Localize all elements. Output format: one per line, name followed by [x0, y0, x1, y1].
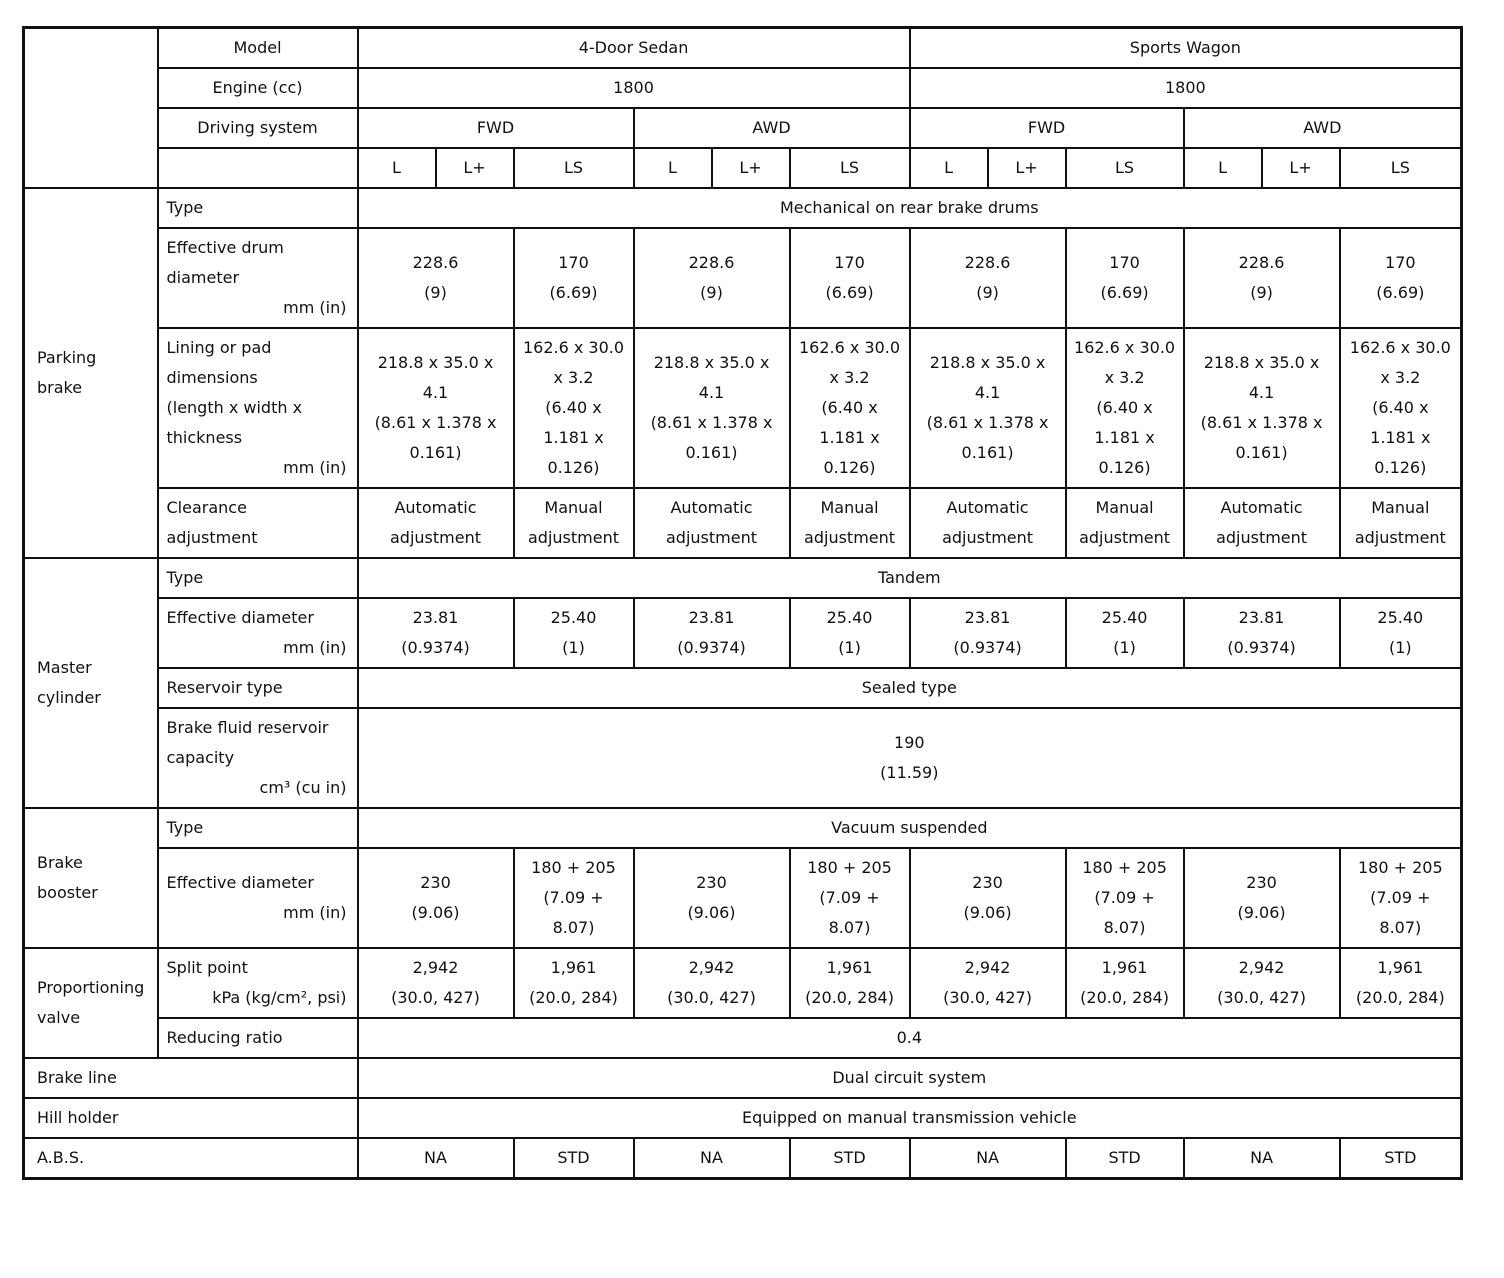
reservoir-type-label: Reservoir type	[158, 668, 358, 708]
value-line: (8.61 x 1.378 x	[1200, 413, 1323, 432]
value-line: 0.161)	[1235, 443, 1288, 462]
value-line: 162.6 x 30.0	[522, 338, 625, 357]
trim-label-blank	[158, 148, 358, 188]
value-line: (9.06)	[411, 903, 460, 922]
lining-dimensions-row	[24, 328, 1462, 488]
split-point-value	[1066, 948, 1184, 1018]
value-line: Automatic	[946, 498, 1029, 517]
value-line: (6.40 x	[1372, 398, 1429, 417]
lining-dimensions-value	[1340, 328, 1462, 488]
clearance-adjustment-value	[1184, 488, 1340, 558]
value-line: 23.81	[1238, 608, 1285, 627]
value-line: 228.6	[412, 253, 459, 272]
reservoir-type-value: Sealed type	[358, 668, 1462, 708]
sedan-fwd: FWD	[358, 108, 634, 148]
sedan-awd: AWD	[634, 108, 910, 148]
split-point-value	[910, 948, 1066, 1018]
value-line: Manual	[544, 498, 603, 517]
value-line: 4.1	[422, 383, 449, 402]
abs-value: STD	[1066, 1138, 1184, 1179]
booster-type-value: Vacuum suspended	[358, 808, 1462, 848]
master-cylinder-group: Master cylinder	[24, 558, 158, 808]
lining-dimensions-value	[1184, 328, 1340, 488]
model-label: Model	[158, 28, 358, 69]
header-trim-row	[24, 148, 1462, 188]
value-line: 170	[1385, 253, 1416, 272]
abs-value: NA	[1184, 1138, 1340, 1179]
value-line: (6.40 x	[821, 398, 878, 417]
booster-diameter-label: Effective diameter mm (in)	[158, 848, 358, 948]
value-line: (6.40 x	[1096, 398, 1153, 417]
value-line: Automatic	[1220, 498, 1303, 517]
master-diameter-row	[24, 598, 1462, 668]
parking-type-label: Type	[158, 188, 358, 228]
clearance-adjustment-value	[1340, 488, 1462, 558]
value-line: (9)	[1250, 283, 1273, 302]
value-line: 170	[1109, 253, 1140, 272]
drum-diameter-value	[1340, 228, 1462, 328]
drum-diameter-value	[514, 228, 634, 328]
master-diameter-value	[634, 598, 790, 668]
clearance-adjustment-value	[514, 488, 634, 558]
clearance-adjustment-row	[24, 488, 1462, 558]
value-line: (1)	[562, 638, 585, 657]
value-line: 8.07)	[828, 918, 871, 937]
value-line: 0.126)	[1098, 458, 1151, 477]
sedan-header: 4-Door Sedan	[358, 28, 910, 69]
header-model-row	[24, 28, 1462, 69]
value-line: 0.126)	[1374, 458, 1427, 477]
value-line: 230	[696, 873, 727, 892]
value-line: 2,942	[412, 958, 459, 977]
clearance-adjustment-value	[790, 488, 910, 558]
value-line: (7.09 +	[1370, 888, 1431, 907]
value-line: 1,961	[826, 958, 873, 977]
engine-label: Engine (cc)	[158, 68, 358, 108]
value-line: (7.09 +	[543, 888, 604, 907]
abs-value: NA	[910, 1138, 1066, 1179]
value-line: (6.40 x	[545, 398, 602, 417]
value-line: 25.40	[550, 608, 597, 627]
value-line: 162.6 x 30.0	[1074, 338, 1176, 357]
lining-dimensions-value	[790, 328, 910, 488]
value-line: Automatic	[670, 498, 753, 517]
clearance-adjustment-value	[910, 488, 1066, 558]
value-line: 25.40	[1377, 608, 1424, 627]
reservoir-type-row	[24, 668, 1462, 708]
value-line: 230	[1246, 873, 1277, 892]
trim-l: L	[1184, 148, 1262, 188]
booster-diameter-value	[1184, 848, 1340, 948]
wagon-header: Sports Wagon	[910, 28, 1462, 69]
value-line: 1.181 x	[1370, 428, 1431, 447]
sedan-engine: 1800	[358, 68, 910, 108]
value-line: 23.81	[688, 608, 735, 627]
value-line: 1.181 x	[1094, 428, 1155, 447]
trim-ls: LS	[514, 148, 634, 188]
booster-diameter-value	[514, 848, 634, 948]
trim-lplus: L+	[712, 148, 790, 188]
value-line: adjustment	[1354, 528, 1446, 547]
split-point-value	[634, 948, 790, 1018]
value-line: 8.07)	[1103, 918, 1146, 937]
lining-dimensions-label: Lining or pad dimensions (length x width x thickness mm (in)	[158, 328, 358, 488]
value-line: (30.0, 427)	[1217, 988, 1306, 1007]
value-line: 170	[558, 253, 589, 272]
wagon-engine: 1800	[910, 68, 1462, 108]
trim-lplus: L+	[1262, 148, 1340, 188]
brake-line-value: Dual circuit system	[358, 1058, 1462, 1098]
abs-value: NA	[358, 1138, 514, 1179]
brake-line-label: Brake line	[24, 1058, 358, 1098]
brake-line-row	[24, 1058, 1462, 1098]
value-line: (1)	[838, 638, 861, 657]
booster-diameter-value	[910, 848, 1066, 948]
split-point-row	[24, 948, 1462, 1018]
abs-value: STD	[1340, 1138, 1462, 1179]
master-diameter-value	[1184, 598, 1340, 668]
master-diameter-value	[358, 598, 514, 668]
drum-diameter-value	[634, 228, 790, 328]
value-line: 190	[894, 733, 925, 752]
master-diameter-value	[514, 598, 634, 668]
split-point-value	[1340, 948, 1462, 1018]
lining-dimensions-value	[1066, 328, 1184, 488]
lining-dimensions-value	[634, 328, 790, 488]
booster-diameter-value	[634, 848, 790, 948]
value-line: (9.06)	[1237, 903, 1286, 922]
drum-diameter-value	[790, 228, 910, 328]
value-line: (9)	[424, 283, 447, 302]
value-line: (6.69)	[549, 283, 598, 302]
value-line: 230	[420, 873, 451, 892]
hill-holder-row	[24, 1098, 1462, 1138]
split-point-value	[358, 948, 514, 1018]
master-diameter-value	[790, 598, 910, 668]
value-line: 0.126)	[547, 458, 600, 477]
master-type-label: Type	[158, 558, 358, 598]
reservoir-capacity-value	[358, 708, 1462, 808]
brake-spec-table	[22, 26, 1463, 1180]
value-line: (7.09 +	[819, 888, 880, 907]
value-line: 1,961	[1101, 958, 1148, 977]
value-line: 218.8 x 35.0 x	[377, 353, 494, 372]
value-line: 162.6 x 30.0	[798, 338, 901, 357]
trim-ls: LS	[790, 148, 910, 188]
parking-brake-group: Parking brake	[24, 188, 158, 558]
value-line: x 3.2	[553, 368, 594, 387]
header-corner	[24, 28, 158, 189]
value-line: 0.126)	[823, 458, 876, 477]
value-line: adjustment	[942, 528, 1034, 547]
value-line: adjustment	[666, 528, 757, 547]
booster-diameter-value	[1066, 848, 1184, 948]
value-line: 1,961	[550, 958, 597, 977]
value-line: Manual	[820, 498, 879, 517]
value-line: 170	[834, 253, 865, 272]
abs-value: NA	[634, 1138, 790, 1179]
reducing-ratio-label: Reducing ratio	[158, 1018, 358, 1058]
trim-lplus: L+	[988, 148, 1066, 188]
value-line: (9)	[976, 283, 999, 302]
value-line: adjustment	[528, 528, 619, 547]
value-line: 218.8 x 35.0 x	[1203, 353, 1320, 372]
value-line: 228.6	[1238, 253, 1285, 272]
value-line: (11.59)	[880, 763, 939, 782]
value-line: 0.161)	[685, 443, 738, 462]
value-line: (0.9374)	[677, 638, 746, 657]
booster-diameter-row	[24, 848, 1462, 948]
value-line: 218.8 x 35.0 x	[929, 353, 1046, 372]
header-engine-row	[24, 68, 1462, 108]
reservoir-capacity-label: Brake fluid reservoir capacity cm³ (cu in)	[158, 708, 358, 808]
value-line: 180 + 205	[807, 858, 892, 877]
value-line: (9.06)	[963, 903, 1012, 922]
value-line: 25.40	[826, 608, 873, 627]
drum-diameter-label: Effective drum diameter mm (in)	[158, 228, 358, 328]
value-line: 0.161)	[409, 443, 462, 462]
driving-label: Driving system	[158, 108, 358, 148]
value-line: 180 + 205	[1358, 858, 1443, 877]
trim-lplus: L+	[436, 148, 514, 188]
abs-value: STD	[790, 1138, 910, 1179]
split-point-value	[790, 948, 910, 1018]
value-line: 25.40	[1101, 608, 1148, 627]
value-line: 23.81	[412, 608, 459, 627]
value-line: (6.69)	[825, 283, 874, 302]
value-line: x 3.2	[1380, 368, 1421, 387]
value-line: 180 + 205	[1082, 858, 1167, 877]
booster-type-label: Type	[158, 808, 358, 848]
value-line: (0.9374)	[401, 638, 470, 657]
value-line: x 3.2	[829, 368, 870, 387]
proportioning-valve-group: Proportioning valve	[24, 948, 158, 1058]
value-line: (1)	[1388, 638, 1412, 657]
booster-type-row	[24, 808, 1462, 848]
clearance-adjustment-value	[634, 488, 790, 558]
value-line: (8.61 x 1.378 x	[374, 413, 497, 432]
value-line: (0.9374)	[1227, 638, 1296, 657]
value-line: (9.06)	[687, 903, 736, 922]
value-line: 1,961	[1377, 958, 1424, 977]
value-line: (1)	[1113, 638, 1136, 657]
value-line: (6.69)	[1376, 283, 1425, 302]
clearance-adjustment-value	[1066, 488, 1184, 558]
clearance-adjustment-label: Clearance adjustment	[158, 488, 358, 558]
lining-dimensions-value	[358, 328, 514, 488]
value-line: 1.181 x	[819, 428, 880, 447]
master-type-value: Tandem	[358, 558, 1462, 598]
hill-holder-label: Hill holder	[24, 1098, 358, 1138]
header-driving-row	[24, 108, 1462, 148]
value-line: (9)	[700, 283, 723, 302]
value-line: 162.6 x 30.0	[1349, 338, 1451, 357]
value-line: 8.07)	[1379, 918, 1422, 937]
booster-diameter-value	[358, 848, 514, 948]
value-line: (8.61 x 1.378 x	[926, 413, 1049, 432]
value-line: (8.61 x 1.378 x	[650, 413, 773, 432]
value-line: 8.07)	[552, 918, 595, 937]
clearance-adjustment-value	[358, 488, 514, 558]
drum-diameter-value	[358, 228, 514, 328]
split-point-value	[1184, 948, 1340, 1018]
abs-value: STD	[514, 1138, 634, 1179]
abs-row	[24, 1138, 1462, 1179]
value-line: 218.8 x 35.0 x	[653, 353, 770, 372]
value-line: 4.1	[698, 383, 725, 402]
value-line: (30.0, 427)	[391, 988, 480, 1007]
split-point-label: Split point kPa (kg/cm², psi)	[158, 948, 358, 1018]
drum-diameter-value	[1066, 228, 1184, 328]
value-line: adjustment	[390, 528, 481, 547]
trim-l: L	[358, 148, 436, 188]
value-line: 1.181 x	[543, 428, 604, 447]
value-line: (7.09 +	[1094, 888, 1155, 907]
abs-label: A.B.S.	[24, 1138, 358, 1179]
value-line: (30.0, 427)	[943, 988, 1032, 1007]
value-line: 228.6	[688, 253, 735, 272]
value-line: (6.69)	[1100, 283, 1149, 302]
value-line: Manual	[1371, 498, 1430, 517]
value-line: (20.0, 284)	[805, 988, 894, 1007]
value-line: (20.0, 284)	[1080, 988, 1169, 1007]
value-line: 230	[972, 873, 1003, 892]
trim-ls: LS	[1066, 148, 1184, 188]
drum-diameter-row	[24, 228, 1462, 328]
parking-type-value: Mechanical on rear brake drums	[358, 188, 1462, 228]
value-line: 4.1	[1248, 383, 1275, 402]
value-line: 4.1	[974, 383, 1001, 402]
wagon-fwd: FWD	[910, 108, 1184, 148]
value-line: adjustment	[804, 528, 896, 547]
trim-ls: LS	[1340, 148, 1462, 188]
value-line: Manual	[1095, 498, 1154, 517]
split-point-value	[514, 948, 634, 1018]
value-line: Automatic	[394, 498, 477, 517]
master-diameter-value	[1066, 598, 1184, 668]
value-line: 2,942	[1238, 958, 1285, 977]
drum-diameter-value	[910, 228, 1066, 328]
reservoir-capacity-row	[24, 708, 1462, 808]
master-diameter-value	[1340, 598, 1462, 668]
value-line: (0.9374)	[953, 638, 1022, 657]
reducing-ratio-value: 0.4	[358, 1018, 1462, 1058]
brake-booster-group: Brake booster	[24, 808, 158, 948]
value-line: (20.0, 284)	[1355, 988, 1445, 1007]
drum-diameter-value	[1184, 228, 1340, 328]
value-line: 0.161)	[961, 443, 1014, 462]
value-line: 23.81	[964, 608, 1011, 627]
reducing-ratio-row	[24, 1018, 1462, 1058]
master-type-row	[24, 558, 1462, 598]
value-line: (20.0, 284)	[529, 988, 618, 1007]
wagon-awd: AWD	[1184, 108, 1462, 148]
master-diameter-value	[910, 598, 1066, 668]
value-line: 2,942	[688, 958, 735, 977]
value-line: x 3.2	[1104, 368, 1145, 387]
value-line: 228.6	[964, 253, 1011, 272]
value-line: 180 + 205	[531, 858, 616, 877]
trim-l: L	[634, 148, 712, 188]
parking-type-row	[24, 188, 1462, 228]
booster-diameter-value	[790, 848, 910, 948]
value-line: adjustment	[1216, 528, 1308, 547]
value-line: 2,942	[964, 958, 1011, 977]
lining-dimensions-value	[514, 328, 634, 488]
value-line: (30.0, 427)	[667, 988, 756, 1007]
hill-holder-value: Equipped on manual transmission vehicle	[358, 1098, 1462, 1138]
trim-l: L	[910, 148, 988, 188]
booster-diameter-value	[1340, 848, 1462, 948]
value-line: adjustment	[1079, 528, 1171, 547]
lining-dimensions-value	[910, 328, 1066, 488]
master-diameter-label: Effective diameter mm (in)	[158, 598, 358, 668]
